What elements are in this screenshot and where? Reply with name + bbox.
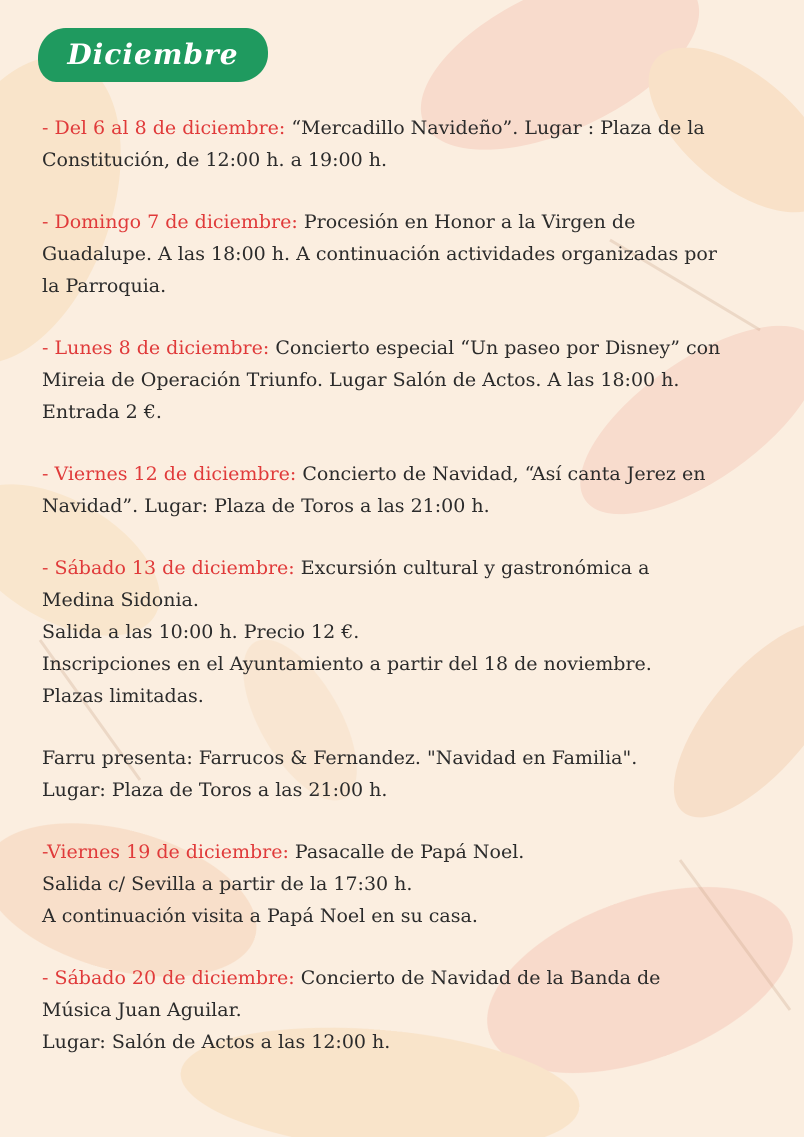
- event-item: [42, 332, 787, 428]
- event-item: [42, 552, 787, 712]
- event-item: [42, 112, 787, 176]
- event-line: Entrada 2 €.: [42, 401, 162, 423]
- event-line: Guadalupe. A las 18:00 h. A continuación actividades organizadas por: [42, 243, 717, 265]
- event-date: - Sábado 13 de diciembre:: [42, 557, 295, 579]
- event-line: Navidad”. Lugar: Plaza de Toros a las 21:00 h.: [42, 495, 490, 517]
- event-line: la Parroquia.: [42, 275, 167, 297]
- event-text: Farru presenta: Farrucos & Fernandez. "Navidad en Familia".: [42, 747, 638, 769]
- event-text: Concierto de Navidad, “Así canta Jerez en: [296, 463, 706, 485]
- event-line: Medina Sidonia.: [42, 589, 199, 611]
- event-date: -Viernes 19 de diciembre:: [42, 841, 289, 863]
- event-date: - Sábado 20 de diciembre:: [42, 967, 295, 989]
- event-date: - Lunes 8 de diciembre:: [42, 337, 270, 359]
- event-text: Excursión cultural y gastronómica a: [294, 557, 650, 579]
- event-list: [42, 112, 787, 1088]
- event-line: Música Juan Aguilar.: [42, 999, 242, 1021]
- event-text: Pasacalle de Papá Noel.: [288, 841, 525, 863]
- event-text: “Mercadillo Navideño”. Lugar : Plaza de la: [285, 117, 705, 139]
- event-text: Concierto de Navidad de la Banda de: [294, 967, 661, 989]
- event-item: [42, 742, 787, 806]
- event-item: [42, 206, 787, 302]
- event-line: Constitución, de 12:00 h. a 19:00 h.: [42, 149, 388, 171]
- event-line: Plazas limitadas.: [42, 685, 204, 707]
- event-line: Mireia de Operación Triunfo. Lugar Salón de Actos. A las 18:00 h.: [42, 369, 680, 391]
- event-date: - Del 6 al 8 de diciembre:: [42, 117, 286, 139]
- event-date: - Viernes 12 de diciembre:: [42, 463, 297, 485]
- event-date: - Domingo 7 de diciembre:: [42, 211, 298, 233]
- event-line: Inscripciones en el Ayuntamiento a partir del 18 de noviembre.: [42, 653, 652, 675]
- event-line: A continuación visita a Papá Noel en su casa.: [42, 905, 478, 927]
- event-text: Concierto especial “Un paseo por Disney” con: [269, 337, 721, 359]
- event-item: [42, 458, 787, 522]
- event-line: Lugar: Salón de Actos a las 12:00 h.: [42, 1031, 391, 1053]
- event-item: [42, 962, 787, 1058]
- event-line: Salida a las 10:00 h. Precio 12 €.: [42, 621, 360, 643]
- event-line: Lugar: Plaza de Toros a las 21:00 h.: [42, 779, 388, 801]
- event-text: Procesión en Honor a la Virgen de: [297, 211, 636, 233]
- event-item: [42, 836, 787, 932]
- month-title-badge: Diciembre: [38, 28, 268, 82]
- event-line: Salida c/ Sevilla a partir de la 17:30 h.: [42, 873, 413, 895]
